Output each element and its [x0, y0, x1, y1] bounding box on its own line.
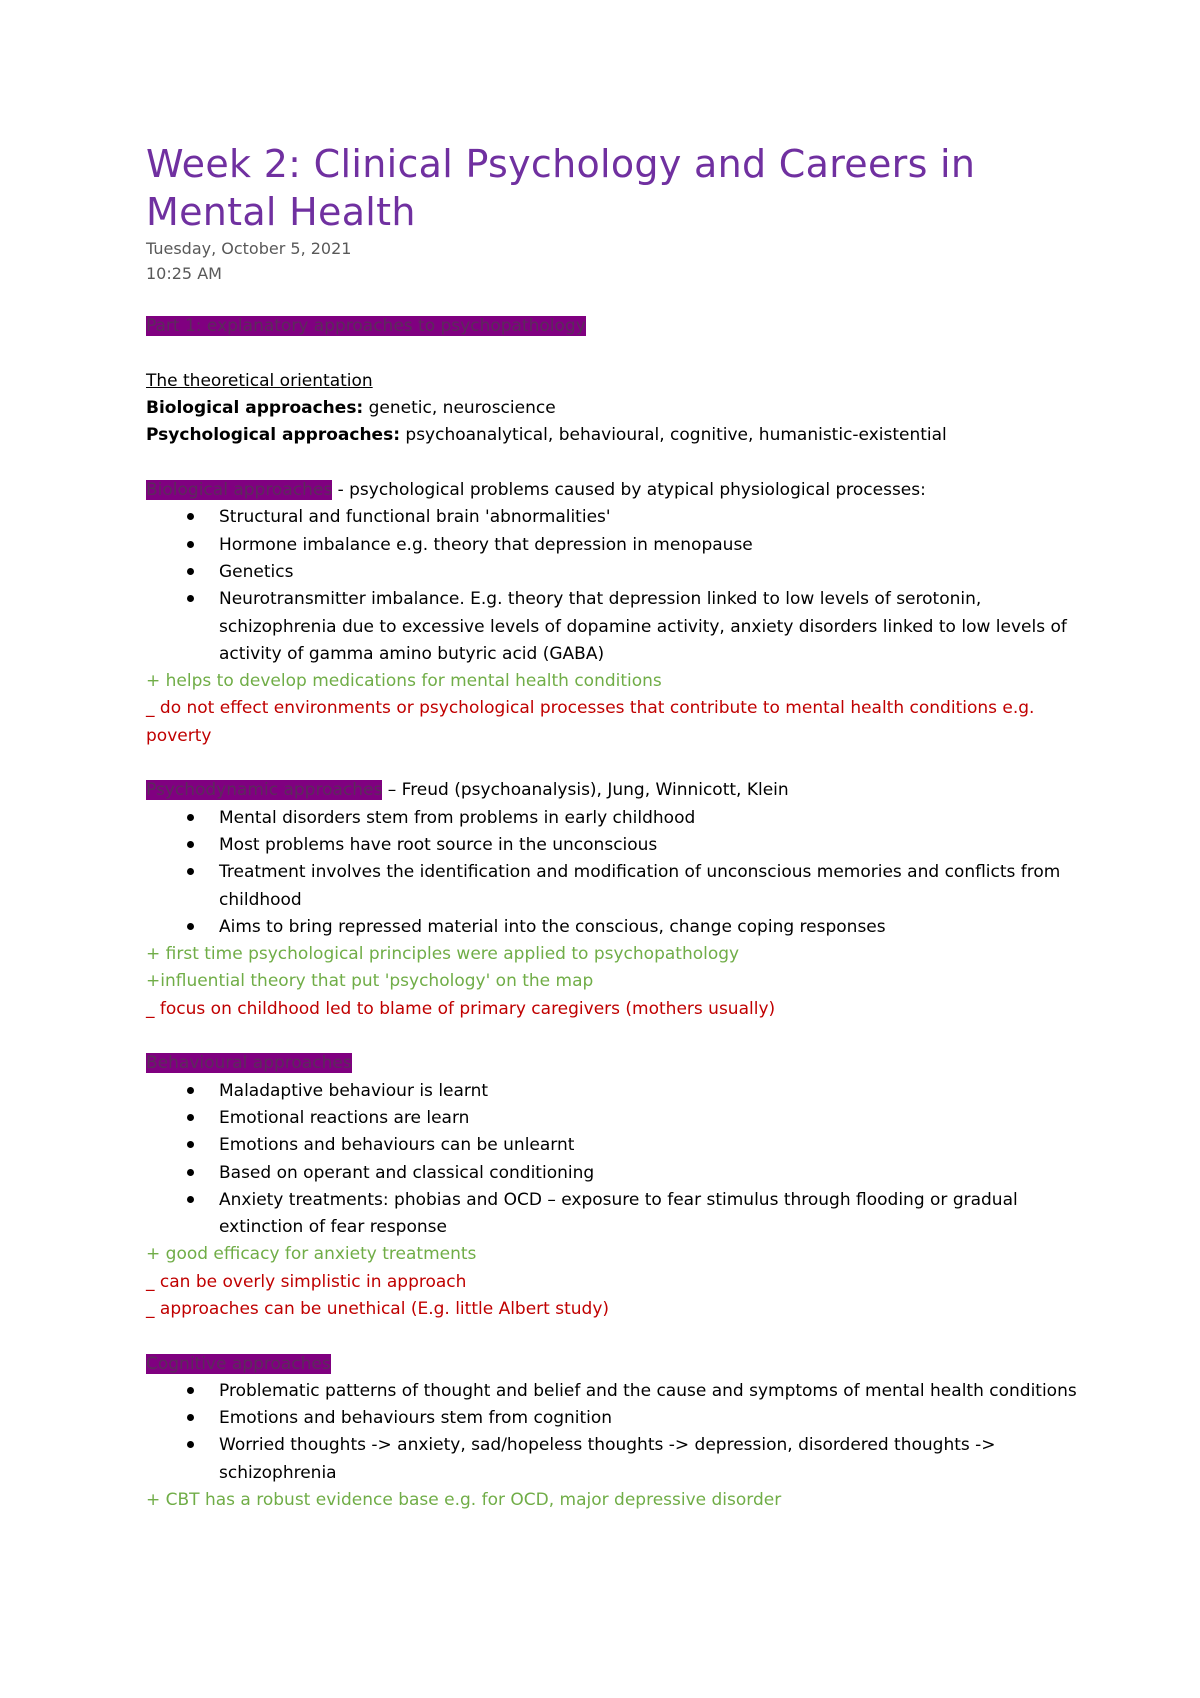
psychodynamic-list: [146, 805, 1086, 941]
list-item: Structural and functional brain 'abnormalities': [146, 504, 1086, 531]
con-note: _ do not effect environments or psychological processes that contribute to mental health conditions e.g. poverty: [146, 698, 1035, 746]
con-note: _ can be overly simplistic in approach: [146, 1271, 467, 1292]
orientation-title: The theoretical orientation: [146, 370, 373, 391]
list-item: Maladaptive behaviour is learnt: [146, 1078, 1086, 1105]
section-heading-part1: Part 1: explanatory approaches to psychopathology: [146, 316, 586, 337]
pro-note: +influential theory that put 'psychology' on the map: [146, 971, 594, 992]
note-time: 10:25 AM: [146, 264, 222, 283]
con-note: _ approaches can be unethical (E.g. little Albert study): [146, 1298, 610, 1319]
pro-note: + CBT has a robust evidence base e.g. for OCD, major depressive disorder: [146, 1490, 782, 1511]
pro-note: + helps to develop medications for mental health conditions: [146, 671, 662, 692]
list-item: Based on operant and classical conditioning: [146, 1160, 1086, 1187]
list-item: Anxiety treatments: phobias and OCD – exposure to fear stimulus through flooding or gradual extinction of fear response: [146, 1187, 1086, 1242]
list-item: Emotions and behaviours stem from cognition: [146, 1405, 1086, 1432]
bio-approaches-line: Biological approaches: genetic, neuroscience: [146, 398, 556, 419]
psych-approaches-line: Psychological approaches: psychoanalytical, behavioural, cognitive, humanistic-existential: [146, 425, 947, 446]
psychodynamic-heading-line: Psychodynamic approaches – Freud (psychoanalysis), Jung, Winnicott, Klein: [146, 780, 789, 801]
note-body: [146, 286, 1086, 1514]
cognitive-heading-line: [146, 1351, 1086, 1378]
page-title: Week 2: Clinical Psychology and Careers in Mental Health: [146, 142, 976, 234]
list-item: Problematic patterns of thought and belief and the cause and symptoms of mental health conditions: [146, 1378, 1086, 1405]
list-item: Mental disorders stem from problems in early childhood: [146, 805, 1086, 832]
list-item: Hormone imbalance e.g. theory that depression in menopause: [146, 532, 1086, 559]
biological-heading-line: Biological approaches - psychological problems caused by atypical physiological processes:: [146, 480, 926, 501]
section-heading-biological: Biological approaches: [146, 480, 333, 501]
list-item: Most problems have root source in the unconscious: [146, 832, 1086, 859]
con-note: _ focus on childhood led to blame of primary caregivers (mothers usually): [146, 998, 776, 1019]
section-heading-behavioural: Behavioural approaches: [146, 1053, 352, 1074]
list-item: Genetics: [146, 559, 1086, 586]
list-item: Aims to bring repressed material into the conscious, change coping responses: [146, 914, 1086, 941]
list-item: Emotions and behaviours can be unlearnt: [146, 1132, 1086, 1159]
note-date: Tuesday, October 5, 2021: [146, 239, 352, 258]
list-item: Worried thoughts -> anxiety, sad/hopeless thoughts -> depression, disordered thoughts -> schizophrenia: [146, 1432, 1086, 1487]
cognitive-list: [146, 1378, 1086, 1487]
note-page: [146, 140, 1086, 1514]
section-heading-psychodynamic: Psychodynamic approaches: [146, 780, 383, 801]
biological-list: [146, 504, 1086, 668]
pro-note: + first time psychological principles were applied to psychopathology: [146, 944, 740, 965]
list-item: Emotional reactions are learn: [146, 1105, 1086, 1132]
behavioural-heading-line: [146, 1050, 1086, 1077]
behavioural-list: [146, 1078, 1086, 1242]
list-item: Treatment involves the identification and modification of unconscious memories and conflicts from childhood: [146, 859, 1086, 914]
list-item: Neurotransmitter imbalance. E.g. theory that depression linked to low levels of serotonin, schizophrenia due to excessive levels of dopamine activity, anxiety disorders linked to low levels of activity of gamma amino butyric acid (GABA): [146, 586, 1086, 668]
pro-note: + good efficacy for anxiety treatments: [146, 1244, 477, 1265]
section-heading-cognitive: Cognitive approaches: [146, 1353, 331, 1374]
